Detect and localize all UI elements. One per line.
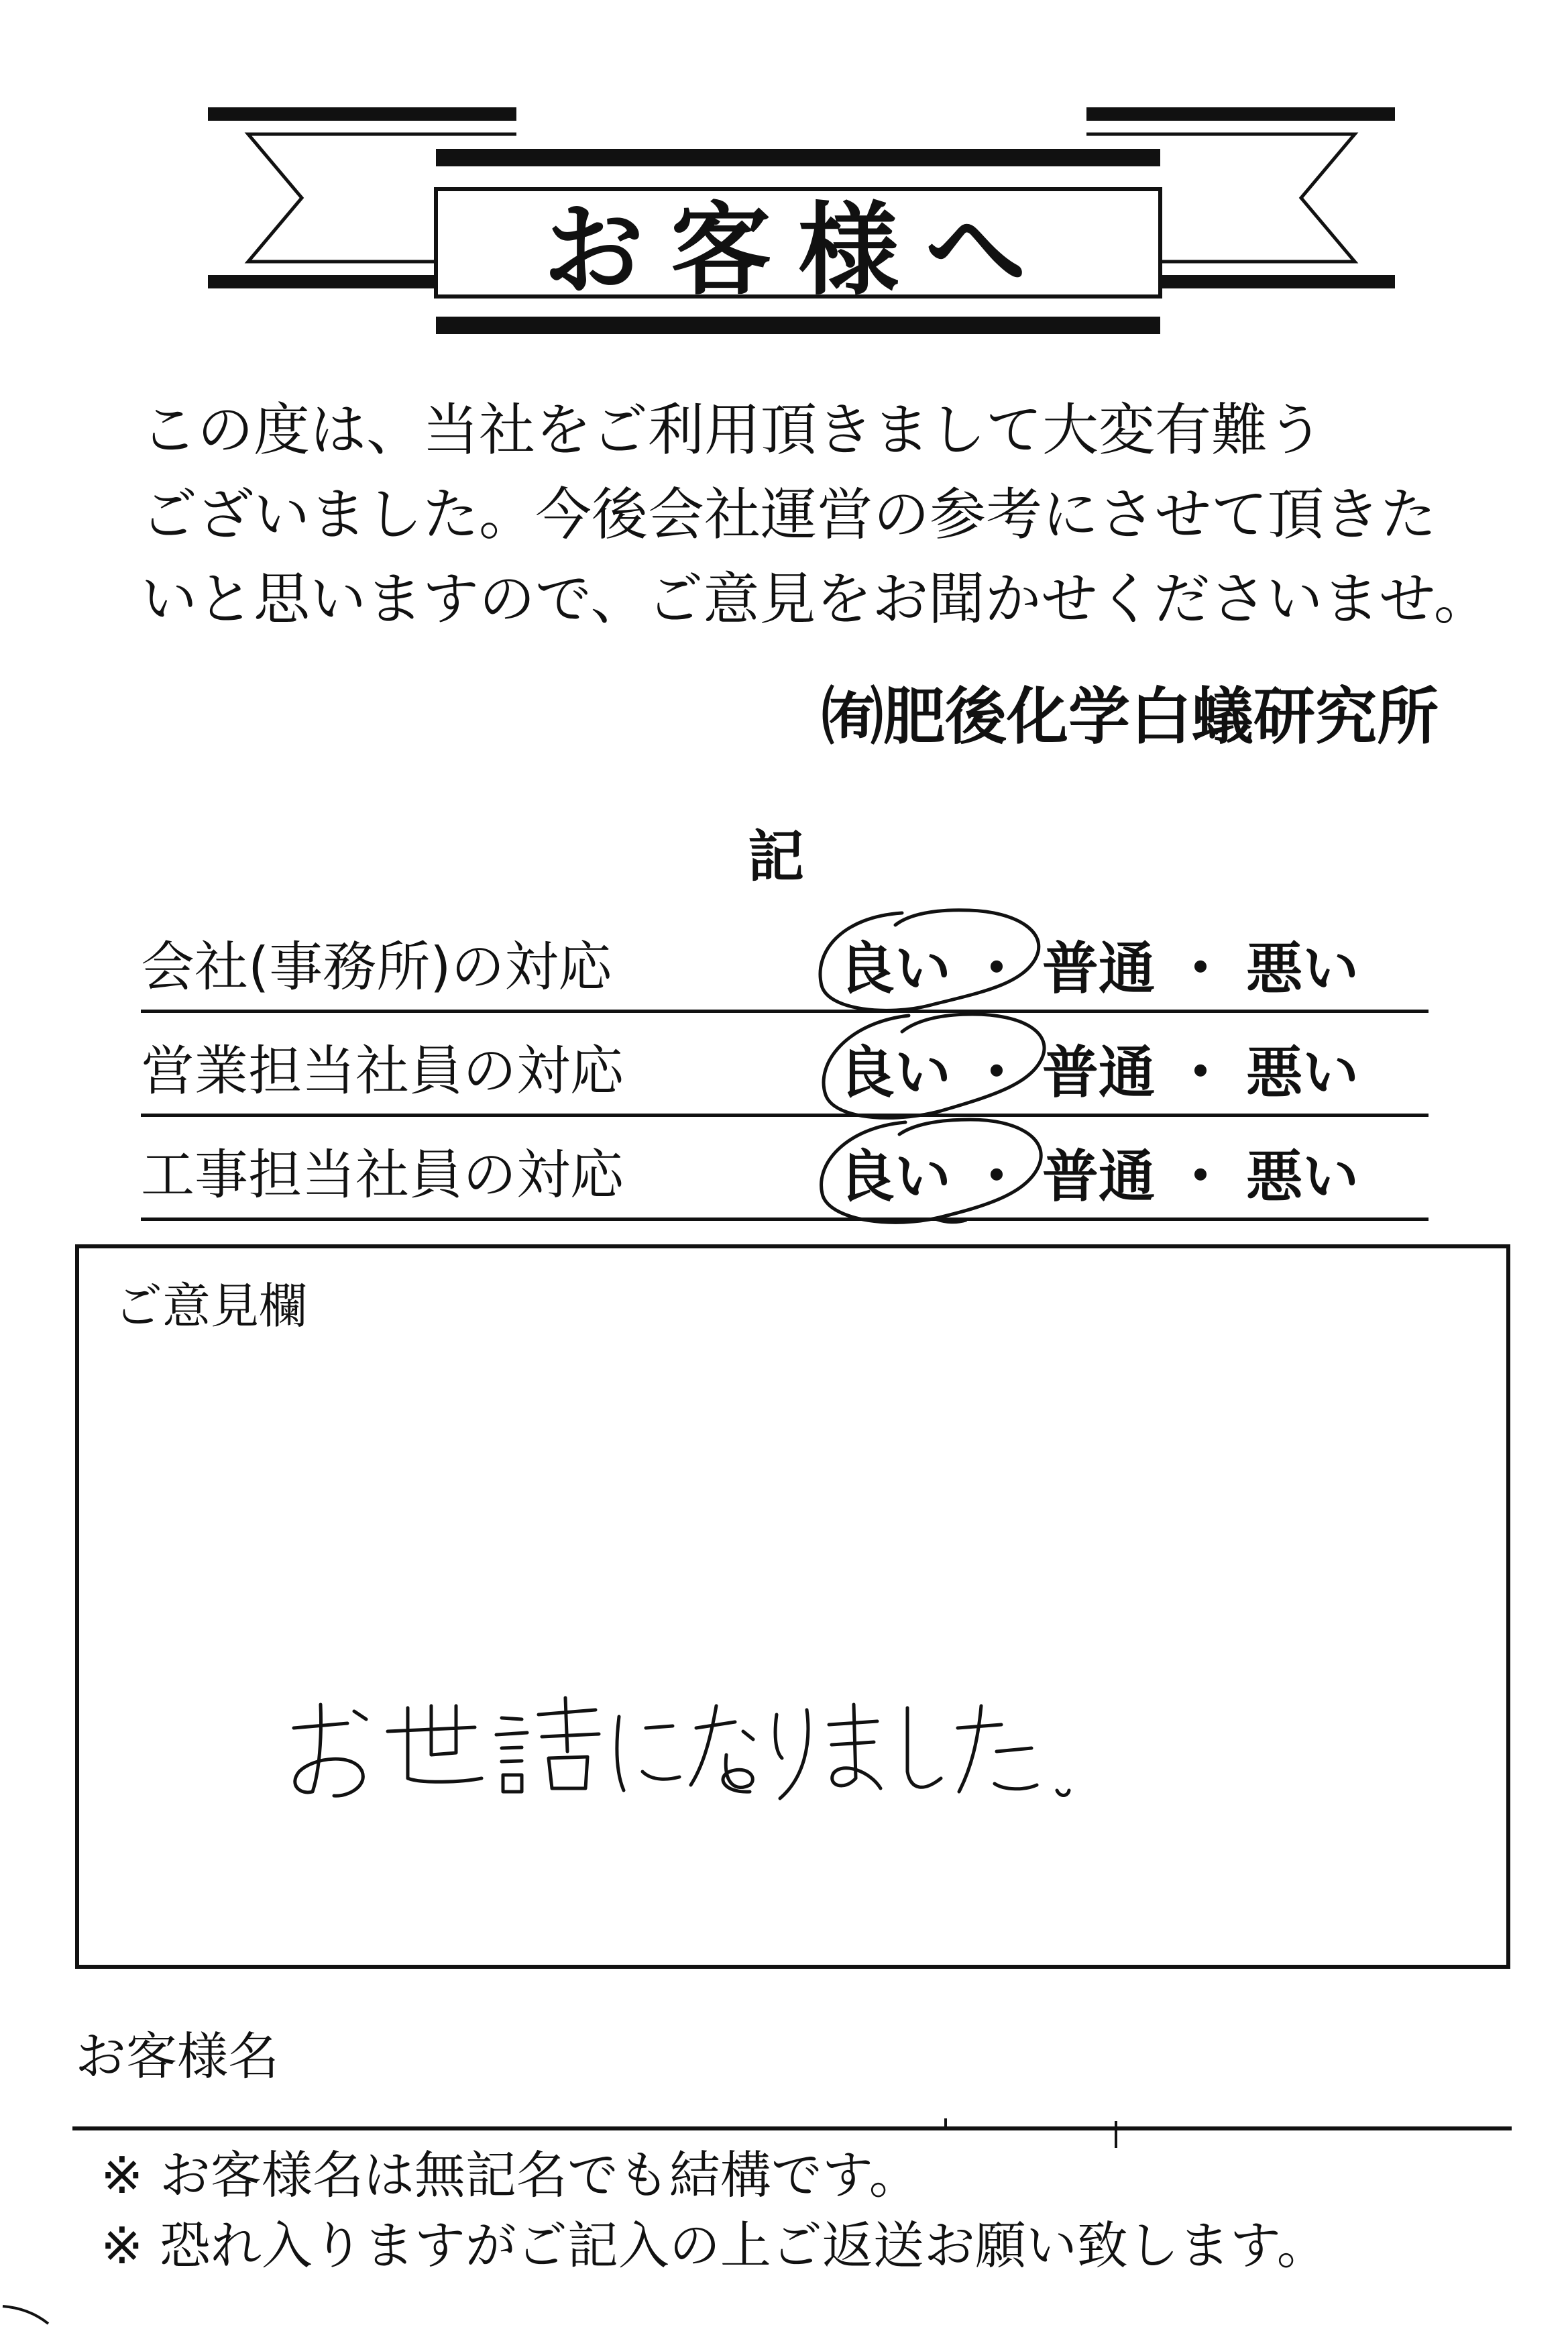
rating-row-sales — [141, 1013, 1429, 1117]
footer-notes — [101, 2140, 1509, 2281]
note-line: ※ 恐れ入りますがご記入の上ご返送お願い致します。 — [101, 2216, 1328, 2275]
rating-choices — [838, 1132, 1359, 1213]
choice-bad[interactable]: 悪い — [1246, 1144, 1359, 1209]
ki-heading: 記 — [748, 824, 805, 889]
choice-normal[interactable]: 普通 — [1042, 1144, 1156, 1209]
intro-line: この度は、当社をご利用頂きまして大変有難う — [141, 397, 1325, 463]
customer-name-field[interactable] — [72, 2126, 1512, 2130]
rating-label: 工事担当社員の対応 — [141, 1144, 624, 1206]
intro-line: ございました。今後会社運営の参考にさせて頂きた — [141, 482, 1437, 547]
tick-mark — [944, 2118, 947, 2128]
comment-box[interactable] — [75, 1244, 1510, 1969]
note-line: ※ お客様名は無記名でも結構です。 — [101, 2145, 920, 2205]
page-title: お客様へ — [543, 191, 1053, 309]
separator-dot: ・ — [1172, 1144, 1229, 1209]
intro-line: いと思いますので、ご意見をお聞かせくださいませ。 — [141, 566, 1490, 632]
handwritten-comment — [280, 1678, 1085, 1812]
rating-choices — [838, 1028, 1359, 1109]
choice-good[interactable]: 良い — [838, 1040, 952, 1105]
rating-choices — [838, 924, 1359, 1005]
choice-normal[interactable]: 普通 — [1042, 936, 1156, 1002]
choice-good[interactable]: 良い — [838, 936, 952, 1002]
rating-label: 営業担当社員の対応 — [141, 1040, 624, 1102]
separator-dot: ・ — [968, 1040, 1025, 1105]
choice-bad[interactable]: 悪い — [1246, 1040, 1359, 1105]
choice-bad[interactable]: 悪い — [1246, 936, 1359, 1002]
choice-good[interactable]: 良い — [838, 1144, 952, 1209]
separator-dot: ・ — [1172, 936, 1229, 1002]
rating-row-office — [141, 909, 1429, 1013]
choice-normal[interactable]: 普通 — [1042, 1040, 1156, 1105]
company-name: ㈲肥後化学白蟻研究所 — [821, 681, 1439, 753]
separator-dot: ・ — [968, 936, 1025, 1002]
intro-paragraph — [141, 388, 1490, 641]
rating-row-construction — [141, 1117, 1429, 1221]
customer-name-label: お客様名 — [75, 2026, 279, 2086]
separator-dot: ・ — [968, 1144, 1025, 1209]
separator-dot: ・ — [1172, 1040, 1229, 1105]
corner-mark — [0, 2301, 54, 2325]
rating-label: 会社(事務所)の対応 — [141, 936, 612, 998]
rating-table — [141, 909, 1429, 1221]
comment-label: ご意見欄 — [114, 1278, 308, 1334]
